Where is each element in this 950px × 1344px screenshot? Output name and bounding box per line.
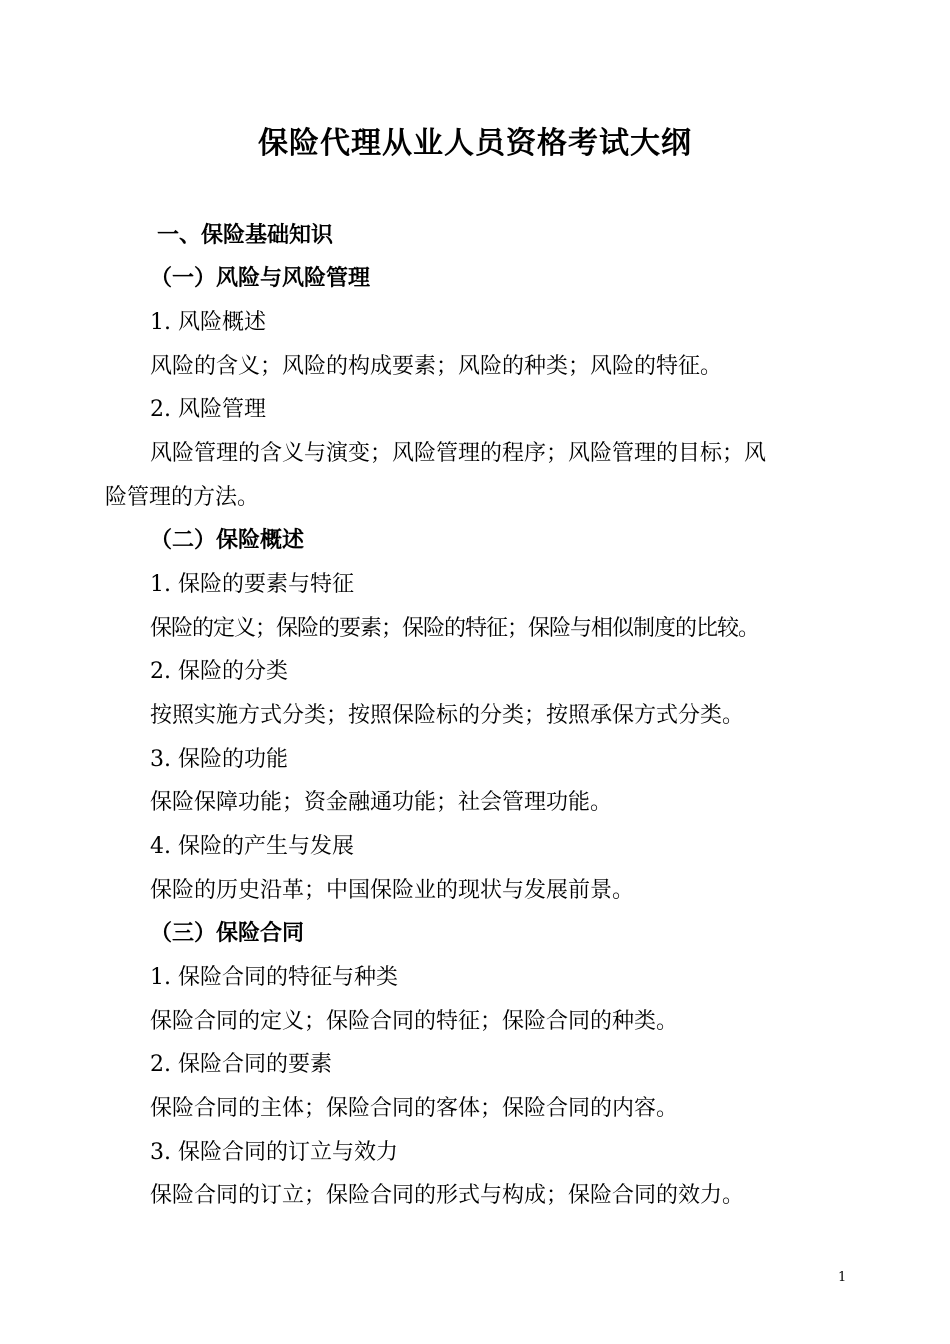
- item-contract-formation: 3. 保险合同的订立与效力: [150, 1140, 398, 1165]
- body-insurance-development: 保险的历史沿革；中国保险业的现状与发展前景。: [150, 878, 635, 903]
- document-title: 保险代理从业人员资格考试大纲: [258, 126, 692, 161]
- body-insurance-elements: 保险的定义；保险的要素；保险的特征；保险与相似制度的比较。: [150, 616, 760, 641]
- item-insurance-development: 4. 保险的产生与发展: [150, 834, 354, 859]
- item-insurance-classification: 2. 保险的分类: [150, 659, 288, 684]
- item-insurance-functions: 3. 保险的功能: [150, 747, 288, 772]
- subsection-heading-insurance-overview: （二）保险概述: [150, 528, 305, 553]
- item-contract-features: 1. 保险合同的特征与种类: [150, 965, 398, 990]
- body-risk-management-2: 险管理的方法。: [105, 485, 260, 510]
- item-insurance-elements: 1. 保险的要素与特征: [150, 572, 354, 597]
- subsection-heading-risk-management: （一）风险与风险管理: [150, 266, 371, 291]
- body-risk-overview: 风险的含义；风险的构成要素；风险的种类；风险的特征。: [150, 354, 723, 379]
- body-risk-management-1: 风险管理的含义与演变；风险管理的程序；风险管理的目标；风: [150, 441, 767, 466]
- body-insurance-functions: 保险保障功能；资金融通功能；社会管理功能。: [150, 790, 613, 815]
- section-heading-basic-knowledge: 一、保险基础知识: [157, 223, 334, 248]
- body-contract-features: 保险合同的定义；保险合同的特征；保险合同的种类。: [150, 1009, 679, 1034]
- body-insurance-classification: 按照实施方式分类；按照保险标的分类；按照承保方式分类。: [150, 703, 745, 728]
- body-contract-formation: 保险合同的订立；保险合同的形式与构成；保险合同的效力。: [150, 1183, 745, 1208]
- page-number: 1: [838, 1270, 847, 1285]
- item-risk-management: 2. 风险管理: [150, 397, 266, 422]
- item-risk-overview: 1. 风险概述: [150, 310, 266, 335]
- item-contract-elements: 2. 保险合同的要素: [150, 1052, 332, 1077]
- subsection-heading-insurance-contract: （三）保险合同: [150, 921, 305, 946]
- body-contract-elements: 保险合同的主体；保险合同的客体；保险合同的内容。: [150, 1096, 679, 1121]
